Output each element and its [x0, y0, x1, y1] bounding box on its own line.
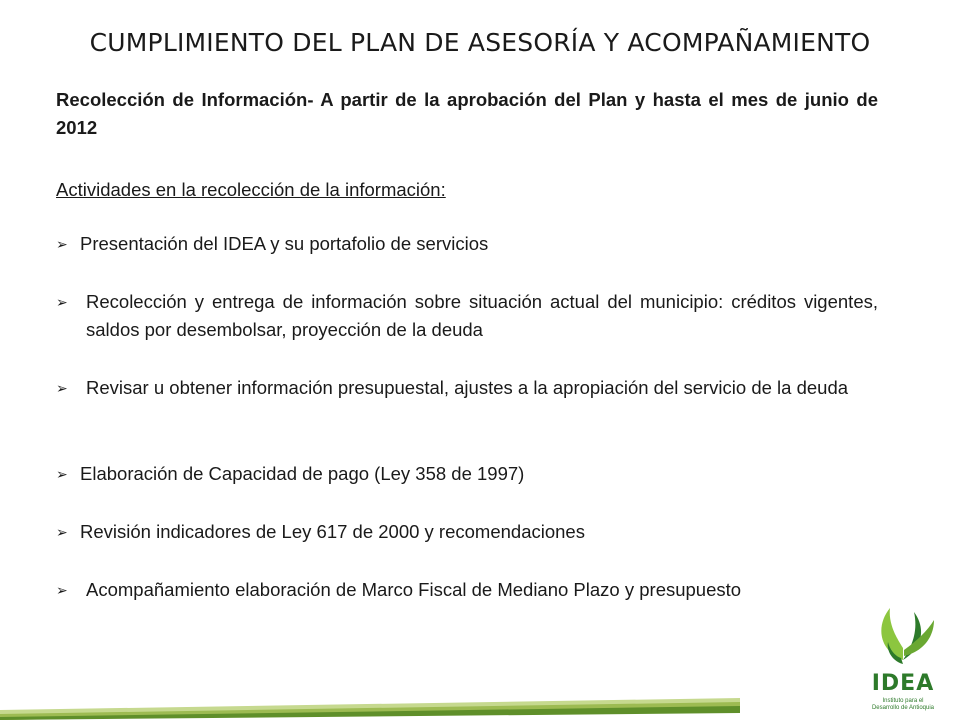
bullet-item [56, 518, 878, 546]
slide-title: CUMPLIMIENTO DEL PLAN DE ASESORÍA Y ACOMPAÑAMIENTO [89, 28, 871, 57]
bullet-text: Revisión indicadores de Ley 617 de 2000 y recomendaciones [80, 521, 585, 542]
arrow-bullet-icon: ➢ [56, 380, 68, 396]
section-heading: Recolección de Información- A partir de la aprobación del Plan y hasta el mes de junio de 2012 [56, 89, 878, 138]
bullet-item [56, 374, 878, 402]
arrow-bullet-icon: ➢ [56, 582, 68, 598]
bullet-item [56, 230, 878, 258]
arrow-bullet-icon: ➢ [56, 524, 68, 540]
bullet-text: Recolección y entrega de información sobre situación actual del municipio: créditos vigentes, saldos por desembolsar, proyección de la deuda [86, 291, 878, 340]
arrow-bullet-icon: ➢ [56, 236, 68, 252]
slide-content [56, 86, 878, 600]
bullet-text: Acompañamiento elaboración de Marco Fiscal de Mediano Plazo y presupuesto [86, 579, 742, 600]
bullet-item [56, 288, 878, 344]
logo-tagline: Instituto para el Desarrollo de Antioquia [871, 698, 935, 711]
bullet-text: Presentación del IDEA y su portafolio de servicios [80, 233, 489, 254]
arrow-bullet-icon: ➢ [56, 466, 68, 482]
bullet-item [56, 576, 878, 604]
bullet-text: Revisar u obtener información presupuestal, ajustes a la apropiación del servicio de la deuda [86, 377, 849, 398]
activities-subheading: Actividades en la recolección de la información: [56, 179, 446, 200]
bullet-text: Elaboración de Capacidad de pago (Ley 358 de 1997) [80, 463, 525, 484]
bullet-item [56, 460, 878, 488]
logo-name: IDEA [871, 671, 935, 696]
footer-swoosh [0, 680, 960, 720]
arrow-bullet-icon: ➢ [56, 294, 68, 310]
